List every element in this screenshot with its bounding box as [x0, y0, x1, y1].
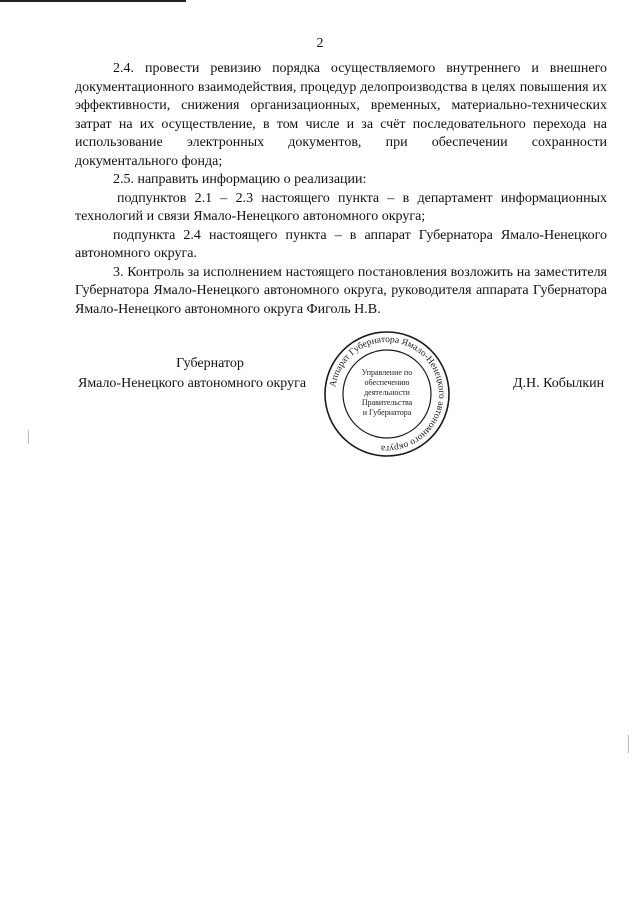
stamp-center-line-4: Правительства [361, 398, 413, 407]
left-margin-mark [28, 430, 29, 444]
paragraph-3: 3. Контроль за исполнением настоящего постановления возложить на заместителя Губернатора Ямало-Ненецкого автономного округа, руководителя аппарата Губернатора Ямало-Ненецкого автономного округа Фиголь Н.В. [75, 264, 607, 317]
stamp-center-line-1: Управление по [361, 368, 413, 377]
stamp-center-line-5: и Губернатора [362, 408, 412, 417]
stamp-ring-text: Аппарат Губернатора Ямало-Ненецкого автономного округа [328, 334, 447, 454]
signature-title: Губернатор [176, 356, 244, 371]
stamp-center-line-2: обеспечению [364, 378, 410, 387]
paragraph-2-5-subpoint-2-4: подпункта 2.4 настоящего пункта – в аппарат Губернатора Ямало-Ненецкого автономного округа. [75, 227, 607, 261]
signature-name: Д.Н. Кобылкин [513, 376, 605, 391]
header-rule [0, 0, 186, 2]
stamp-center-line-3: деятельности [364, 388, 410, 397]
paragraph-2-5: 2.5. направить информацию о реализации: [113, 172, 367, 187]
paragraph-2-4: 2.4. провести ревизию порядка осуществляемого внутреннего и внешнего документационного взаимодействия, процедур делопроизводства в целях повышения их эффективности, снижения организационных, временных, материально-технических затрат на их осуществление, в том числе и за счёт последовательного перехода на использование электронных документов, при обеспечении сохранности документального фонда; [75, 61, 607, 169]
official-stamp [318, 331, 456, 457]
page-number: 2 [316, 36, 324, 51]
signature-region: Ямало-Ненецкого автономного округа [78, 376, 307, 391]
paragraph-2-5-subpoints: подпунктов 2.1 – 2.3 настоящего пункта – в департамент информационных технологий и связи Ямало-Ненецкого автономного округа; [75, 190, 607, 224]
document-body [75, 60, 607, 319]
right-margin-mark [628, 735, 629, 753]
